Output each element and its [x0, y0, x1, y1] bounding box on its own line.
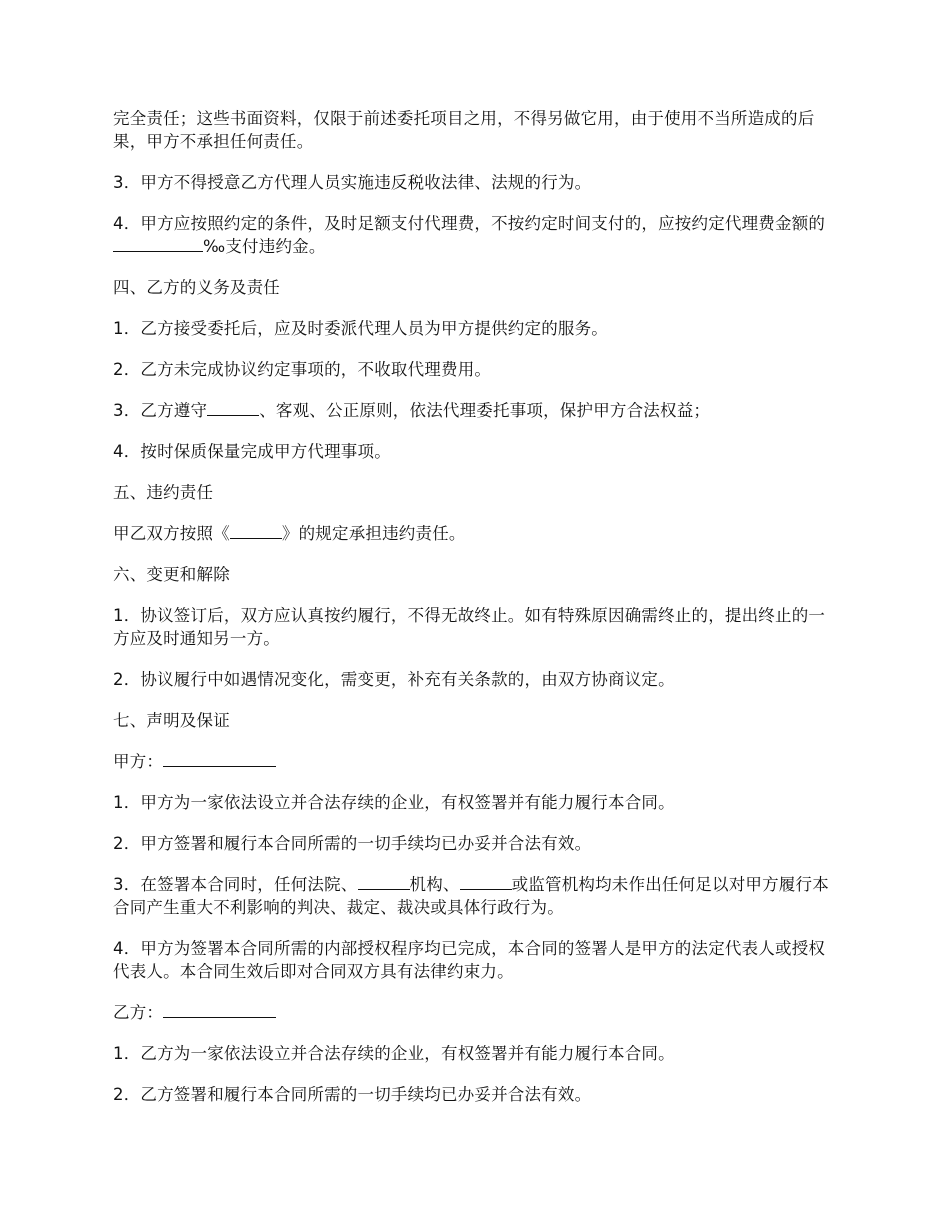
paragraph-text: 1．甲方为一家依法设立并合法存续的企业，有权签署并有能力履行本合同。	[113, 793, 675, 812]
heading-text: 四、乙方的义务及责任	[113, 278, 280, 297]
section-heading-change-termination	[113, 563, 838, 586]
paragraph-text: 或监管机构均未作出任何足以对甲方履行本合同产生重大不利影响的判决、裁定、裁决或具体行政行为。	[113, 875, 829, 917]
paragraph-party-b-clause-3	[113, 399, 838, 422]
paragraph-text: 机构、	[409, 875, 460, 894]
party-a-label-line	[113, 750, 838, 773]
fill-in-blank-party-b-name[interactable]	[163, 1003, 276, 1018]
paragraph-text: 1．协议签订后，双方应认真按约履行，不得无故终止。如有特殊原因确需终止的，提出终止的一方应及时通知另一方。	[113, 606, 826, 648]
paragraph-party-a-rep-2	[113, 832, 838, 855]
document-page	[113, 107, 838, 1124]
paragraph-text: 1．乙方接受委托后，应及时委派代理人员为甲方提供约定的服务。	[113, 319, 608, 338]
paragraph-party-b-rep-1	[113, 1042, 838, 1065]
paragraph-text: 2．协议履行中如遇情况变化，需变更，补充有关条款的，由双方协商议定。	[113, 670, 675, 689]
paragraph-party-b-clause-1	[113, 317, 838, 340]
paragraph-party-a-clause-4	[113, 212, 838, 258]
paragraph-party-a-rep-1	[113, 791, 838, 814]
paragraph-text: 4．甲方为签署本合同所需的内部授权程序均已完成，本合同的签署人是甲方的法定代表人或授权代表人。本合同生效后即对合同双方具有法律约束力。	[113, 939, 826, 981]
party-a-label: 甲方：	[113, 752, 164, 771]
paragraph-text: 3．甲方不得授意乙方代理人员实施违反税收法律、法规的行为。	[113, 173, 592, 192]
party-b-label: 乙方：	[113, 1003, 164, 1022]
paragraph-text: 2．乙方签署和履行本合同所需的一切手续均已办妥并合法有效。	[113, 1085, 592, 1104]
fill-in-blank-principle[interactable]	[207, 401, 259, 416]
heading-text: 七、声明及保证	[113, 711, 230, 730]
paragraph-breach-liability	[113, 522, 838, 545]
paragraph-text: 完全责任；这些书面资料，仅限于前述委托项目之用，不得另做它用，由于使用不当所造成的后果，甲方不承担任何责任。	[113, 109, 815, 151]
paragraph-party-a-clause-3	[113, 171, 838, 194]
paragraph-text: ‰支付违约金。	[203, 237, 326, 256]
section-heading-party-b-obligations	[113, 276, 838, 299]
section-heading-representations	[113, 709, 838, 732]
paragraph-text: 甲乙双方按照《	[113, 524, 230, 543]
paragraph-party-b-clause-4	[113, 440, 838, 463]
paragraph-change-clause-2	[113, 668, 838, 691]
heading-text: 五、违约责任	[113, 483, 214, 502]
paragraph-text: 3．在签署本合同时，任何法院、	[113, 875, 358, 894]
paragraph-text: 4．甲方应按照约定的条件，及时足额支付代理费，不按约定时间支付的，应按约定代理费金额的	[113, 214, 826, 233]
paragraph-liability-continuation	[113, 107, 838, 153]
heading-text: 六、变更和解除	[113, 565, 230, 584]
fill-in-blank-penalty-rate[interactable]	[113, 237, 203, 252]
paragraph-party-a-rep-3	[113, 873, 838, 919]
paragraph-text: 3．乙方遵守	[113, 401, 208, 420]
party-b-label-line	[113, 1001, 838, 1024]
paragraph-party-b-rep-2	[113, 1083, 838, 1106]
paragraph-party-a-rep-4	[113, 937, 838, 983]
paragraph-text: 2．乙方未完成协议约定事项的，不收取代理费用。	[113, 360, 492, 379]
section-heading-breach-liability	[113, 481, 838, 504]
fill-in-blank-authority-2[interactable]	[460, 875, 512, 890]
paragraph-text: 2．甲方签署和履行本合同所需的一切手续均已办妥并合法有效。	[113, 834, 592, 853]
paragraph-text: 》的规定承担违约责任。	[281, 524, 466, 543]
paragraph-text: 4．按时保质保量完成甲方代理事项。	[113, 442, 391, 461]
paragraph-change-clause-1	[113, 604, 838, 650]
paragraph-party-b-clause-2	[113, 358, 838, 381]
fill-in-blank-party-a-name[interactable]	[163, 752, 276, 767]
paragraph-text: 、客观、公正原则，依法代理委托事项，保护甲方合法权益；	[259, 401, 711, 420]
fill-in-blank-authority-1[interactable]	[358, 875, 410, 890]
fill-in-blank-law-name[interactable]	[230, 524, 282, 539]
paragraph-text: 1．乙方为一家依法设立并合法存续的企业，有权签署并有能力履行本合同。	[113, 1044, 675, 1063]
